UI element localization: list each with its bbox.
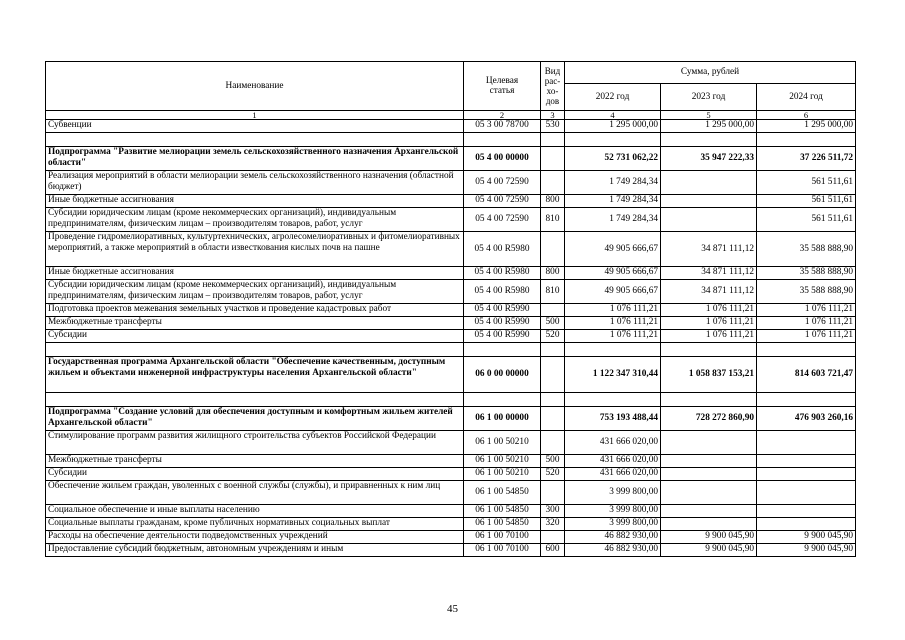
row-2023 bbox=[661, 468, 757, 481]
table-row bbox=[46, 518, 856, 531]
row-2024: 561 511,61 bbox=[757, 171, 856, 195]
row-type: 500 bbox=[541, 317, 565, 330]
row-type bbox=[541, 481, 565, 505]
table-row bbox=[46, 357, 856, 393]
table-row bbox=[46, 120, 856, 133]
header-name: Наименование bbox=[46, 62, 464, 111]
row-2023: 1 076 111,21 bbox=[661, 330, 757, 343]
row-2022: 1 749 284,34 bbox=[565, 171, 661, 195]
row-2022: 753 193 488,44 bbox=[565, 407, 661, 431]
col-index: 6 bbox=[757, 111, 856, 120]
table-row bbox=[46, 431, 856, 455]
row-code: 06 1 00 50210 bbox=[464, 455, 541, 468]
row-name: Субсидии bbox=[46, 330, 464, 343]
col-index: 1 bbox=[46, 111, 464, 120]
row-2023 bbox=[661, 481, 757, 505]
row-type bbox=[541, 147, 565, 171]
row-2022: 3 999 800,00 bbox=[565, 505, 661, 518]
row-name: Государственная программа Архангельской области "Обеспечение качественным, доступным жильем и объектами инженерной инфраструктуры населения Архангельской области" bbox=[46, 357, 464, 393]
row-2023: 728 272 860,90 bbox=[661, 407, 757, 431]
row-name: Проведение гидромелиоративных, культуртехнических, агролесомелиоративных и фитомелиоративных мероприятий, а также мероприятий в области известкования кислых почв на пашне bbox=[46, 232, 464, 267]
spacer-row bbox=[46, 343, 856, 357]
row-code: 06 1 00 54850 bbox=[464, 481, 541, 505]
row-2022: 52 731 062,22 bbox=[565, 147, 661, 171]
table-row bbox=[46, 232, 856, 267]
row-code: 06 1 00 54850 bbox=[464, 518, 541, 531]
row-code: 06 1 00 50210 bbox=[464, 468, 541, 481]
spacer-row bbox=[46, 393, 856, 407]
spacer-row bbox=[46, 133, 856, 147]
table-row bbox=[46, 455, 856, 468]
row-2023 bbox=[661, 208, 757, 232]
row-code: 06 1 00 50210 bbox=[464, 431, 541, 455]
row-2024 bbox=[757, 505, 856, 518]
row-code: 05 3 00 78700 bbox=[464, 120, 541, 133]
row-2024: 1 076 111,21 bbox=[757, 330, 856, 343]
row-type: 300 bbox=[541, 505, 565, 518]
table-row bbox=[46, 468, 856, 481]
row-name: Обеспечение жильем граждан, уволенных с военной службы (службы), и приравненных к ним лиц bbox=[46, 481, 464, 505]
row-2024: 814 603 721,47 bbox=[757, 357, 856, 393]
row-name: Реализация мероприятий в области мелиорации земель сельскохозяйственного назначения (областной бюджет) bbox=[46, 171, 464, 195]
row-2022: 1 076 111,21 bbox=[565, 304, 661, 317]
row-name: Стимулирование программ развития жилищного строительства субъектов Российской Федерации bbox=[46, 431, 464, 455]
row-code: 05 4 00 72590 bbox=[464, 208, 541, 232]
row-2022: 1 076 111,21 bbox=[565, 317, 661, 330]
row-2022: 49 905 666,67 bbox=[565, 232, 661, 267]
row-type: 810 bbox=[541, 280, 565, 304]
page-number: 45 bbox=[447, 603, 458, 615]
row-2022: 3 999 800,00 bbox=[565, 518, 661, 531]
row-name: Субсидии юридическим лицам (кроме некоммерческих организаций), индивидуальным предпринимателям, физическим лицам – производителям товаров, работ, услуг bbox=[46, 280, 464, 304]
row-type: 530 bbox=[541, 120, 565, 133]
row-2022: 431 666 020,00 bbox=[565, 431, 661, 455]
table-row bbox=[46, 505, 856, 518]
row-2024: 1 295 000,00 bbox=[757, 120, 856, 133]
row-type bbox=[541, 232, 565, 267]
row-type bbox=[541, 357, 565, 393]
row-type bbox=[541, 431, 565, 455]
row-name: Межбюджетные трансферты bbox=[46, 317, 464, 330]
table-row bbox=[46, 171, 856, 195]
row-name: Предоставление субсидий бюджетным, автономным учреждениям и иным bbox=[46, 544, 464, 557]
table-row bbox=[46, 531, 856, 544]
row-code: 05 4 00 R5980 bbox=[464, 280, 541, 304]
row-code: 06 1 00 00000 bbox=[464, 407, 541, 431]
row-2022: 49 905 666,67 bbox=[565, 280, 661, 304]
row-2024: 561 511,61 bbox=[757, 195, 856, 208]
row-name: Подготовка проектов межевания земельных участков и проведение кадастровых работ bbox=[46, 304, 464, 317]
row-2022: 1 295 000,00 bbox=[565, 120, 661, 133]
row-name: Иные бюджетные ассигнования bbox=[46, 195, 464, 208]
col-index: 4 bbox=[565, 111, 661, 120]
row-code: 06 0 00 00000 bbox=[464, 357, 541, 393]
row-2023: 1 295 000,00 bbox=[661, 120, 757, 133]
table-row bbox=[46, 481, 856, 505]
row-code: 05 4 00 00000 bbox=[464, 147, 541, 171]
row-code: 05 4 00 72590 bbox=[464, 171, 541, 195]
row-code: 05 4 00 R5990 bbox=[464, 317, 541, 330]
header-2023: 2023 год bbox=[661, 84, 757, 111]
row-code: 05 4 00 72590 bbox=[464, 195, 541, 208]
row-2024: 35 588 888,90 bbox=[757, 280, 856, 304]
row-2022: 46 882 930,00 bbox=[565, 544, 661, 557]
row-2024: 35 588 888,90 bbox=[757, 267, 856, 280]
row-type: 800 bbox=[541, 267, 565, 280]
row-2022: 1 076 111,21 bbox=[565, 330, 661, 343]
row-2023: 34 871 111,12 bbox=[661, 280, 757, 304]
row-type bbox=[541, 407, 565, 431]
row-2022: 1 122 347 310,44 bbox=[565, 357, 661, 393]
table-row bbox=[46, 280, 856, 304]
row-code: 05 4 00 R5980 bbox=[464, 267, 541, 280]
row-2024 bbox=[757, 518, 856, 531]
row-2022: 1 749 284,34 bbox=[565, 208, 661, 232]
table-row bbox=[46, 208, 856, 232]
row-name: Субвенции bbox=[46, 120, 464, 133]
row-2024: 1 076 111,21 bbox=[757, 317, 856, 330]
row-type: 320 bbox=[541, 518, 565, 531]
header-2022: 2022 год bbox=[565, 84, 661, 111]
row-name: Подпрограмма "Создание условий для обеспечения доступным и комфортным жильем жителей Архангельской области" bbox=[46, 407, 464, 431]
row-code: 05 4 00 R5990 bbox=[464, 330, 541, 343]
row-2024 bbox=[757, 481, 856, 505]
row-2023 bbox=[661, 518, 757, 531]
row-name: Субсидии bbox=[46, 468, 464, 481]
row-code: 06 1 00 54850 bbox=[464, 505, 541, 518]
row-type: 520 bbox=[541, 468, 565, 481]
row-2022: 49 905 666,67 bbox=[565, 267, 661, 280]
table-row bbox=[46, 330, 856, 343]
budget-table bbox=[45, 61, 856, 557]
row-2023 bbox=[661, 431, 757, 455]
row-name: Субсидии юридическим лицам (кроме некоммерческих организаций), индивидуальным предпринимателям, физическим лицам – производителям товаров, работ, услуг bbox=[46, 208, 464, 232]
row-2023: 1 076 111,21 bbox=[661, 304, 757, 317]
row-2022: 1 749 284,34 bbox=[565, 195, 661, 208]
row-2024: 1 076 111,21 bbox=[757, 304, 856, 317]
row-type bbox=[541, 304, 565, 317]
row-2022: 431 666 020,00 bbox=[565, 455, 661, 468]
row-type: 810 bbox=[541, 208, 565, 232]
table-row bbox=[46, 195, 856, 208]
row-2023: 34 871 111,12 bbox=[661, 267, 757, 280]
table-row bbox=[46, 407, 856, 431]
col-index: 5 bbox=[661, 111, 757, 120]
row-2024: 37 226 511,72 bbox=[757, 147, 856, 171]
row-2023 bbox=[661, 505, 757, 518]
row-2024: 9 900 045,90 bbox=[757, 531, 856, 544]
row-2023: 9 900 045,90 bbox=[661, 544, 757, 557]
row-code: 05 4 00 R5990 bbox=[464, 304, 541, 317]
table-row bbox=[46, 544, 856, 557]
row-type bbox=[541, 531, 565, 544]
row-type: 520 bbox=[541, 330, 565, 343]
row-code: 06 1 00 70100 bbox=[464, 544, 541, 557]
row-2024: 561 511,61 bbox=[757, 208, 856, 232]
table-row bbox=[46, 147, 856, 171]
row-2023: 1 058 837 153,21 bbox=[661, 357, 757, 393]
header-2024: 2024 год bbox=[757, 84, 856, 111]
row-2024: 476 903 260,16 bbox=[757, 407, 856, 431]
header-sum: Сумма, рублей bbox=[565, 62, 856, 84]
header-type: Вид рас- хо- дов bbox=[541, 62, 565, 111]
row-2024 bbox=[757, 431, 856, 455]
table-row bbox=[46, 267, 856, 280]
row-2024: 35 588 888,90 bbox=[757, 232, 856, 267]
row-name: Социальные выплаты гражданам, кроме публичных нормативных социальных выплат bbox=[46, 518, 464, 531]
row-2023 bbox=[661, 455, 757, 468]
row-2023: 35 947 222,33 bbox=[661, 147, 757, 171]
row-2022: 46 882 930,00 bbox=[565, 531, 661, 544]
row-2023 bbox=[661, 171, 757, 195]
row-code: 05 4 00 R5980 bbox=[464, 232, 541, 267]
row-2023: 9 900 045,90 bbox=[661, 531, 757, 544]
row-2024 bbox=[757, 455, 856, 468]
row-type: 600 bbox=[541, 544, 565, 557]
row-type: 800 bbox=[541, 195, 565, 208]
row-name: Межбюджетные трансферты bbox=[46, 455, 464, 468]
row-2022: 431 666 020,00 bbox=[565, 468, 661, 481]
table-row bbox=[46, 317, 856, 330]
row-code: 06 1 00 70100 bbox=[464, 531, 541, 544]
row-type: 500 bbox=[541, 455, 565, 468]
table-row bbox=[46, 304, 856, 317]
header-code: Целевая статья bbox=[464, 62, 541, 111]
row-name: Подпрограмма "Развитие мелиорации земель сельскохозяйственного назначения Архангельской области" bbox=[46, 147, 464, 171]
row-type bbox=[541, 171, 565, 195]
row-name: Социальное обеспечение и иные выплаты населению bbox=[46, 505, 464, 518]
row-name: Иные бюджетные ассигнования bbox=[46, 267, 464, 280]
row-2024 bbox=[757, 468, 856, 481]
row-2023: 1 076 111,21 bbox=[661, 317, 757, 330]
row-name: Расходы на обеспечение деятельности подведомственных учреждений bbox=[46, 531, 464, 544]
row-2024: 9 900 045,90 bbox=[757, 544, 856, 557]
row-2023: 34 871 111,12 bbox=[661, 232, 757, 267]
row-2023 bbox=[661, 195, 757, 208]
row-2022: 3 999 800,00 bbox=[565, 481, 661, 505]
col-index: 3 bbox=[541, 111, 565, 120]
col-index: 2 bbox=[464, 111, 541, 120]
